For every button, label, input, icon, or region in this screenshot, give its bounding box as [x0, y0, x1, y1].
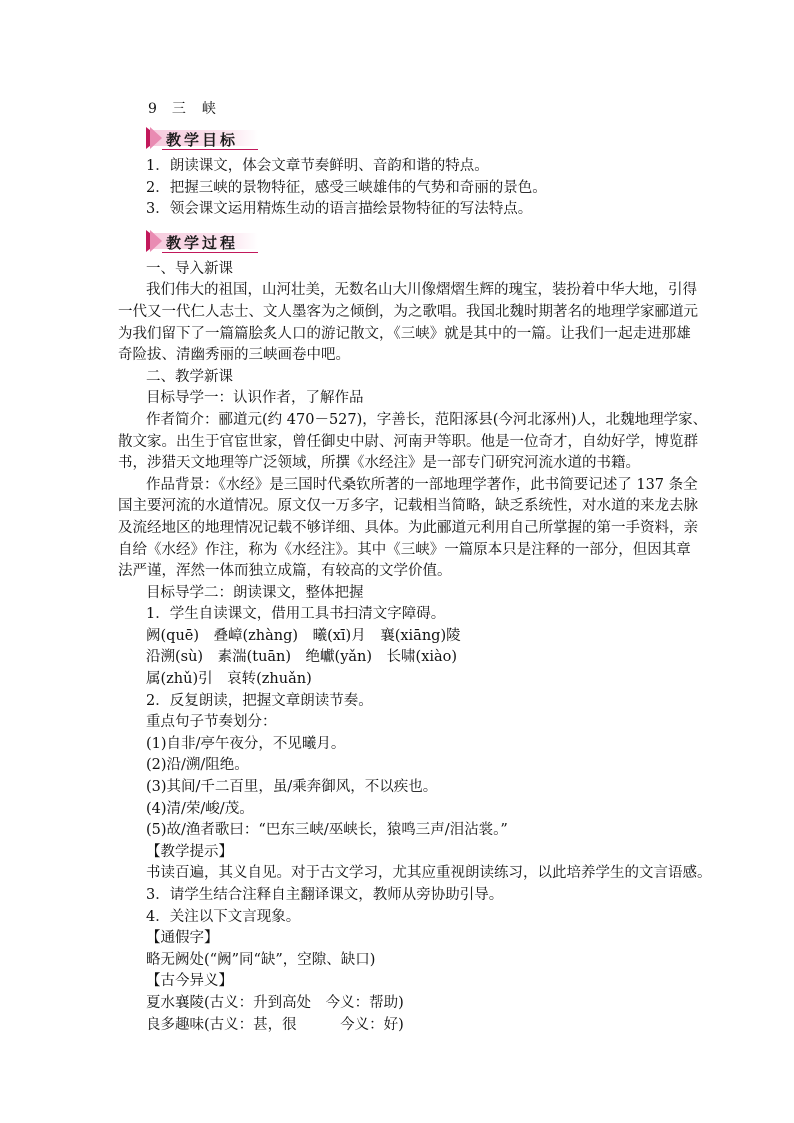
background-line: 及流经地区的地理情况记载不够详细、具体。为此郦道元利用自己所掌握的第一手资料，亲 — [118, 519, 698, 536]
heading-intro: 一、导入新课 — [146, 260, 233, 277]
pronunciation-line: 阙(quē) 叠嶂(zhàng) 曦(xī)月 襄(xiāng)陵 — [146, 627, 461, 644]
heading-new-lesson: 二、教学新课 — [146, 368, 233, 385]
section-banner-goals — [146, 124, 258, 152]
banner-underline — [162, 252, 258, 253]
teaching-tip-label: 【教学提示】 — [146, 843, 233, 860]
gujin-line: 夏水襄陵(古义：升到高处 今义：帮助) — [146, 994, 404, 1011]
rhythm-line: (1)自非/亭午夜分，不见曦月。 — [146, 735, 346, 752]
lesson-name: 三 峡 — [171, 101, 217, 117]
lesson-title — [148, 98, 686, 118]
rhythm-title: 重点句子节奏划分： — [146, 714, 277, 731]
banner-underline — [162, 149, 258, 150]
lesson-number: 9 — [148, 101, 158, 117]
author-line: 散文家。出生于官宦世家，曾任御史中尉、河南尹等职。他是一位奇才，自幼好学，博览群 — [118, 433, 698, 450]
intro-line: 一代又一代仁人志士、文人墨客为之倾倒，为之歌唱。我国北魏时期著名的地理学家郦道元 — [118, 303, 698, 320]
section-label: 教学过程 — [166, 233, 239, 252]
section-label: 教学目标 — [166, 131, 239, 149]
rhythm-line: (2)沿/溯/阻绝。 — [146, 757, 249, 774]
banner-triangle-accent-icon — [150, 230, 162, 252]
intro-line: 奇险拔、清幽秀丽的三峡画卷中吧。 — [118, 347, 350, 364]
teaching-tip-text: 书读百遍，其义自见。对于古文学习，尤其应重视朗读练习，以此培养学生的文言语感。 — [146, 865, 712, 882]
pronunciation-line: 属(zhǔ)引 哀转(zhuǎn) — [146, 671, 312, 688]
background-line: 作品背景：《水经》是三国时代桑钦所著的一部地理学著作，此书简要记述了 137 条全 — [146, 476, 698, 493]
background-line: 自给《水经》作注，称为《水经注》。其中《三峡》一篇原本只是注释的一部分，但因其章 — [118, 541, 691, 558]
goal-heading-1: 目标导学一：认识作者，了解作品 — [146, 390, 364, 407]
intro-line: 为我们留下了一篇篇脍炙人口的游记散文，《三峡》就是其中的一篇。让我们一起走进那雄 — [118, 325, 691, 342]
goal-heading-2: 目标导学二：朗读课文，整体把握 — [146, 584, 364, 601]
tongjia-label: 【通假字】 — [146, 930, 219, 947]
gujin-line: 良多趣味(古义：甚，很 今义：好) — [146, 1016, 404, 1033]
step-3: 3．请学生结合注释自主翻译课文，教师从旁协助引导。 — [146, 887, 504, 903]
step-2: 2．反复朗读，把握文章朗读节奏。 — [146, 692, 373, 709]
lesson-content — [118, 98, 712, 1036]
rhythm-line: (3)其间/千二百里，虽/乘奔御风，不以疾也。 — [146, 779, 438, 796]
goal-item: 2．把握三峡的景物特征，感受三峡雄伟的气势和奇丽的景色。 — [146, 179, 547, 196]
banner-triangle-accent-icon — [150, 127, 162, 149]
tongjia-text: 略无阙处(“阙”同“缺”，空隙、缺口) — [146, 951, 376, 968]
goal-item: 3．领会课文运用精炼生动的语言描绘景物特征的写法特点。 — [146, 201, 533, 218]
goal-item: 1．朗读课文，体会文章节奏鲜明、音韵和谐的特点。 — [146, 158, 489, 174]
step-4: 4．关注以下文言现象。 — [146, 908, 301, 925]
gujin-label: 【古今异义】 — [146, 973, 233, 990]
author-line: 作者简介：郦道元(约 470－527)，字善长，范阳涿县(今河北涿州)人，北魏地理学家、 — [146, 411, 708, 428]
author-line: 书，涉猎天文地理等广泛领域，所撰《水经注》是一部专门研究河流水道的书籍。 — [118, 455, 640, 472]
step-1: 1．学生自读课文，借用工具书扫清文字障碍。 — [146, 606, 446, 623]
rhythm-line: (4)清/荣/峻/茂。 — [146, 800, 254, 817]
pronunciation-line: 沿溯(sù) 素湍(tuān) 绝巘(yǎn) 长啸(xiào) — [146, 649, 458, 666]
background-line: 法严谨，浑然一体而独立成篇，有较高的文学价值。 — [118, 563, 452, 580]
rhythm-line: (5)故/渔者歌曰：“巴东三峡/巫峡长，猿鸣三声/泪沾裳。” — [146, 822, 508, 839]
intro-line: 我们伟大的祖国，山河壮美，无数名山大川像熠熠生辉的瑰宝，装扮着中华大地，引得 — [146, 282, 697, 299]
section-banner-process — [146, 227, 258, 255]
background-line: 国主要河流的水道情况。原文仅一万多字，记载相当简略，缺乏系统性，对水道的来龙去脉 — [118, 498, 698, 515]
